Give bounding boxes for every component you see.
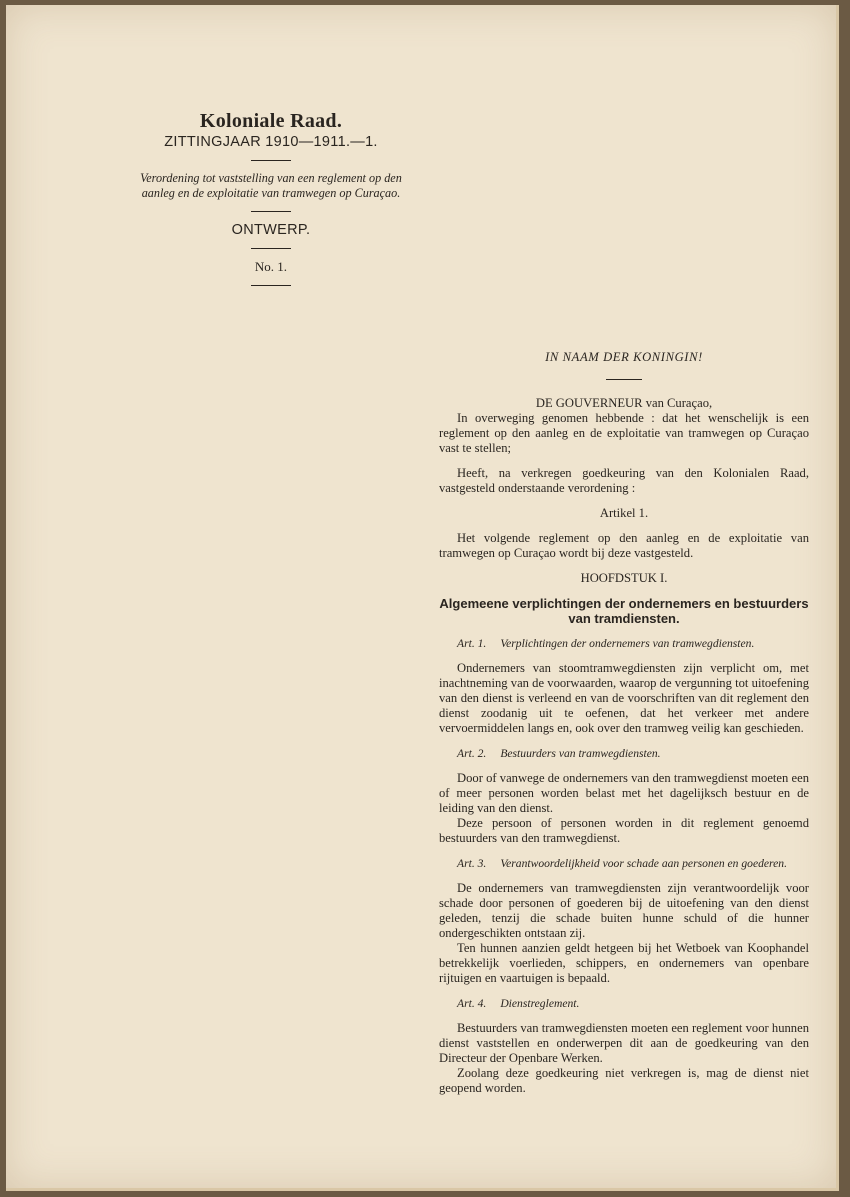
article-number: Art. 3. xyxy=(457,857,487,870)
article-paragraph: De ondernemers van tramwegdiensten zijn verantwoordelijk voor schade door personen of goederen bij de uitoefening van den dienst geleden, tenzij die schade buiten hunne schuld of die hunner ondergeschikten ontstaan zij. xyxy=(439,881,809,940)
ordinance-body xyxy=(439,350,809,1096)
article-section xyxy=(439,636,809,736)
document-header xyxy=(136,110,406,296)
divider xyxy=(251,248,291,249)
article-text: Het volgende reglement op den aanleg en de exploitatie van tramwegen op Curaçao wordt bij deze vastgesteld. xyxy=(439,531,809,560)
article-title: Verantwoordelijkheid voor schade aan personen en goederen. xyxy=(500,857,787,870)
article-section xyxy=(439,996,809,1096)
article-number: Art. 1. xyxy=(457,637,487,650)
invocation: IN NAAM DER KONINGIN! xyxy=(545,350,703,364)
document-page xyxy=(6,5,839,1191)
article-paragraph: Ten hunnen aanzien geldt hetgeen bij het Wetboek van Koophandel betrekkelijk voerlieden, schippers, en ondernemers van openbare rijtuigen en vaartuigen is bepaald. xyxy=(439,941,809,985)
article-heading xyxy=(439,856,809,871)
considering-paragraph: In overweging genomen hebbende : dat het wenschelijk is een reglement op den aanleg en de exploitatie van tramwegen op Curaçao vast te stellen; xyxy=(439,411,809,455)
article-section xyxy=(439,856,809,986)
chapter-title: Algemeene verplichtingen der ondernemers en bestuurders van tramdiensten. xyxy=(439,596,809,626)
document-number: No. 1. xyxy=(254,259,288,274)
divider xyxy=(251,160,291,161)
enacted-paragraph: Heeft, na verkregen goedkeuring van den Kolonialen Raad, vastgesteld onderstaande verordening : xyxy=(439,466,809,495)
divider xyxy=(251,285,291,286)
divider xyxy=(606,379,642,380)
article-number: Art. 2. xyxy=(457,747,487,760)
draft-label: ONTWERP. xyxy=(231,222,311,238)
governor-line: DE GOUVERNEUR van Curaçao, xyxy=(535,396,713,410)
session-year: ZITTINGJAAR 1910—1911.—1. xyxy=(164,134,378,150)
article-heading xyxy=(439,996,809,1011)
article-title: Verplichtingen der ondernemers van tramwegdiensten. xyxy=(500,637,755,650)
article-paragraph: Bestuurders van tramwegdiensten moeten een reglement voor hunnen dienst vaststellen en onderwerpen dit aan de goedkeuring van den Directeur der Openbare Werken. xyxy=(439,1021,809,1065)
divider xyxy=(251,211,291,212)
article-title: Dienstreglement. xyxy=(500,997,580,1010)
article-paragraph: Ondernemers van stoomtramwegdiensten zijn verplicht om, met inachtneming van de voorwaarden, waarop de vergunning tot uitoefening van den dienst is verleend en van de voorschriften van dit reglement den dienst zoodanig uit te oefenen, dat het verkeer met andere vervoermiddelen langs en, ook over den tramweg veilig kan geschieden. xyxy=(439,661,809,735)
article-heading xyxy=(439,636,809,651)
chapter-label: HOOFDSTUK I. xyxy=(580,571,668,585)
article-section xyxy=(439,746,809,846)
article-label: Artikel 1. xyxy=(599,506,649,520)
article-title: Bestuurders van tramwegdiensten. xyxy=(500,747,661,760)
article-heading xyxy=(439,746,809,761)
council-title: Koloniale Raad. xyxy=(199,110,343,132)
article-paragraph: Deze persoon of personen worden in dit reglement genoemd bestuurders van den tramwegdienst. xyxy=(439,816,809,845)
article-paragraph: Zoolang deze goedkeuring niet verkregen is, mag de dienst niet geopend worden. xyxy=(439,1066,809,1095)
ordinance-subject: Verordening tot vaststelling van een reglement op den aanleg en de exploitatie van tramwegen op Curaçao. xyxy=(140,171,402,200)
article-paragraph: Door of vanwege de ondernemers van den tramwegdienst moeten een of meer personen worden belast met het dagelijksch bestuur en de leiding van den dienst. xyxy=(439,771,809,815)
article-number: Art. 4. xyxy=(457,997,487,1010)
